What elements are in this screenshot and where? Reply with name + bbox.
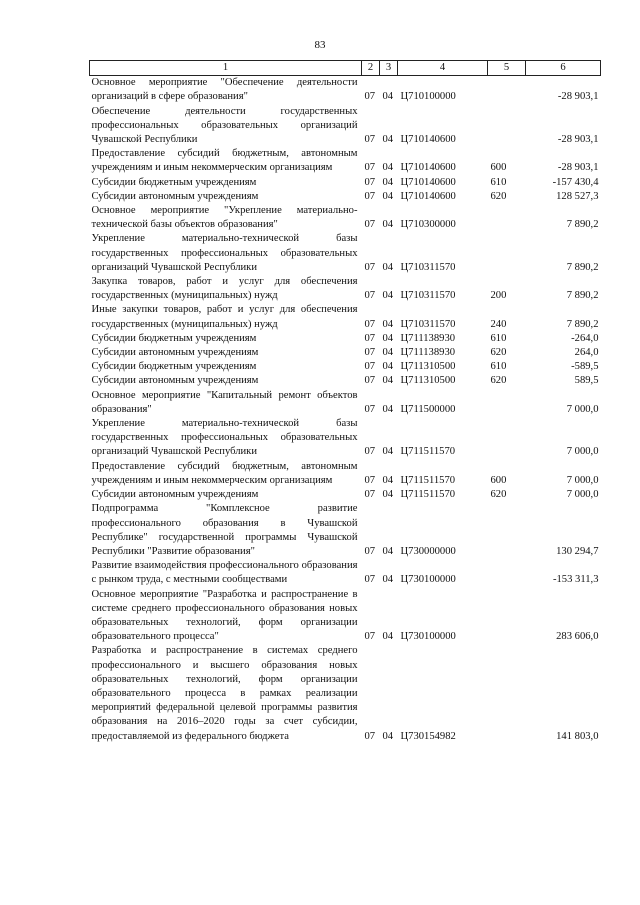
row-amount: 7 890,2 — [566, 219, 599, 231]
row-section: 07 — [364, 134, 376, 146]
row-target-article: Ц710140600 — [400, 162, 456, 174]
table-row — [90, 360, 601, 374]
row-target-article: Ц730154982 — [400, 730, 456, 742]
row-section: 07 — [364, 261, 376, 273]
table-row — [90, 488, 601, 502]
row-target-article: Ц710300000 — [400, 219, 456, 231]
row-section: 07 — [364, 219, 376, 231]
row-name: Основное мероприятие "Капитальный ремонт объектов образования" — [91, 389, 358, 415]
row-subsection: 04 — [382, 219, 394, 231]
row-target-article: Ц710311570 — [400, 290, 456, 302]
row-target-article: Ц711511570 — [400, 489, 456, 501]
row-section: 07 — [364, 91, 376, 103]
row-subsection: 04 — [382, 332, 394, 344]
row-subsection: 04 — [382, 347, 394, 359]
table-row — [90, 588, 601, 645]
row-section: 07 — [364, 489, 376, 501]
row-name: Субсидии автономным учреждениям — [91, 347, 259, 359]
row-amount: -157 430,4 — [552, 176, 599, 188]
row-name: Субсидии бюджетным учреждениям — [91, 176, 257, 188]
row-amount: -264,0 — [571, 332, 599, 344]
table-row — [90, 176, 601, 190]
row-target-article: Ц711310500 — [400, 361, 456, 373]
row-name: Подпрограмма "Комплексное развитие профессионального образования в Чувашской Республике" государственной программы Чувашской Республики "Развитие образования" — [91, 503, 358, 557]
row-target-article: Ц711138930 — [400, 347, 456, 359]
row-expense-type — [488, 502, 526, 559]
row-expense-type — [488, 644, 526, 743]
row-expense-type — [488, 76, 526, 105]
table-row — [90, 460, 601, 488]
row-amount: 589,5 — [574, 375, 599, 387]
table-row — [90, 559, 601, 587]
row-subsection: 04 — [382, 162, 394, 174]
row-section: 07 — [364, 361, 376, 373]
row-target-article: Ц710140600 — [400, 176, 456, 188]
row-subsection: 04 — [382, 446, 394, 458]
row-name: Укрепление материально-технической базы государственных профессиональных образовательных организаций Чувашской Республики — [91, 418, 358, 458]
row-expense-type — [488, 204, 526, 232]
row-section: 07 — [364, 446, 376, 458]
row-subsection: 04 — [382, 361, 394, 373]
row-amount: -28 903,1 — [557, 91, 599, 103]
row-expense-type: 620 — [490, 489, 507, 501]
row-amount: 7 890,2 — [566, 261, 599, 273]
row-expense-type: 610 — [490, 361, 507, 373]
table-row — [90, 204, 601, 232]
row-expense-type: 620 — [490, 347, 507, 359]
table-row — [90, 76, 601, 105]
row-subsection: 04 — [382, 190, 394, 202]
row-subsection: 04 — [382, 545, 394, 557]
row-expense-type: 620 — [490, 375, 507, 387]
row-subsection: 04 — [382, 318, 394, 330]
table-body — [90, 76, 601, 744]
row-name: Предоставление субсидий бюджетным, автономным учреждениям и иным некоммерческим организациям — [91, 460, 358, 486]
row-target-article: Ц711511570 — [400, 474, 456, 486]
row-subsection: 04 — [382, 134, 394, 146]
row-amount: 264,0 — [574, 347, 599, 359]
row-subsection: 04 — [382, 403, 394, 415]
table-row — [90, 105, 601, 148]
row-section: 07 — [364, 545, 376, 557]
column-header: 6 — [526, 61, 601, 76]
row-section: 07 — [364, 730, 376, 742]
row-name: Иные закупки товаров, работ и услуг для обеспечения государственных (муниципальных) нужд — [91, 304, 358, 330]
row-expense-type — [488, 588, 526, 645]
table-row — [90, 303, 601, 331]
row-section: 07 — [364, 162, 376, 174]
row-name: Основное мероприятие "Укрепление материально-технической базы объектов образования" — [91, 205, 358, 231]
row-target-article: Ц711138930 — [400, 332, 456, 344]
row-subsection: 04 — [382, 91, 394, 103]
row-amount: 128 527,3 — [556, 190, 599, 202]
row-section: 07 — [364, 332, 376, 344]
row-section: 07 — [364, 474, 376, 486]
row-subsection: 04 — [382, 375, 394, 387]
row-section: 07 — [364, 290, 376, 302]
table-row — [90, 275, 601, 303]
row-section: 07 — [364, 318, 376, 330]
row-target-article: Ц730100000 — [400, 631, 456, 643]
row-target-article: Ц710140600 — [400, 134, 456, 146]
row-target-article: Ц711500000 — [400, 403, 456, 415]
row-expense-type: 240 — [490, 318, 507, 330]
row-amount: 7 000,0 — [566, 403, 599, 415]
row-subsection: 04 — [382, 730, 394, 742]
row-subsection: 04 — [382, 574, 394, 586]
row-name: Разработка и распространение в системах среднего профессионального и высшего образования новых образовательных технологий, форм организации образовательного процесса в рамках реализации мероприятий федеральной целевой программы развития образования на 2016–2020 годы за счет субсидии, предоставляемой из федерального бюджета — [91, 645, 358, 742]
table-row — [90, 232, 601, 275]
row-amount: -28 903,1 — [557, 162, 599, 174]
table-row — [90, 389, 601, 417]
row-subsection: 04 — [382, 489, 394, 501]
row-amount: -153 311,3 — [552, 574, 599, 586]
column-header: 4 — [398, 61, 488, 76]
row-section: 07 — [364, 631, 376, 643]
row-section: 07 — [364, 190, 376, 202]
row-target-article: Ц710311570 — [400, 318, 456, 330]
row-expense-type — [488, 417, 526, 460]
row-expense-type: 600 — [490, 162, 507, 174]
row-target-article: Ц730100000 — [400, 574, 456, 586]
row-target-article: Ц710100000 — [400, 91, 456, 103]
row-name: Субсидии автономным учреждениям — [91, 190, 259, 202]
row-name: Обеспечение деятельности государственных профессиональных образовательных организаций Чувашской Республики — [91, 105, 358, 146]
row-amount: 7 000,0 — [566, 474, 599, 486]
row-amount: -589,5 — [571, 361, 599, 373]
row-target-article: Ц711310500 — [400, 375, 456, 387]
table-row — [90, 346, 601, 360]
row-section: 07 — [364, 375, 376, 387]
row-target-article: Ц730000000 — [400, 545, 456, 557]
row-amount: 7 890,2 — [566, 318, 599, 330]
row-amount: 141 803,0 — [556, 730, 599, 742]
row-expense-type: 200 — [490, 290, 507, 302]
row-subsection: 04 — [382, 261, 394, 273]
table-row — [90, 190, 601, 204]
row-section: 07 — [364, 574, 376, 586]
row-section: 07 — [364, 403, 376, 415]
column-header: 2 — [362, 61, 380, 76]
row-target-article: Ц710311570 — [400, 261, 456, 273]
row-subsection: 04 — [382, 474, 394, 486]
row-target-article: Ц711511570 — [400, 446, 456, 458]
table-row — [90, 374, 601, 388]
row-expense-type: 610 — [490, 332, 507, 344]
row-name: Субсидии автономным учреждениям — [91, 375, 259, 387]
row-subsection: 04 — [382, 631, 394, 643]
table-row — [90, 147, 601, 175]
row-name: Субсидии автономным учреждениям — [91, 489, 259, 501]
column-header: 1 — [90, 61, 362, 76]
row-name: Закупка товаров, работ и услуг для обеспечения государственных (муниципальных) нужд — [91, 276, 358, 302]
table-row — [90, 502, 601, 559]
row-amount: 7 000,0 — [566, 446, 599, 458]
row-expense-type — [488, 559, 526, 587]
row-amount: 7 890,2 — [566, 290, 599, 302]
row-expense-type — [488, 389, 526, 417]
row-expense-type — [488, 232, 526, 275]
table-header-row — [90, 61, 601, 76]
budget-table — [89, 60, 601, 744]
row-expense-type: 610 — [490, 176, 507, 188]
row-subsection: 04 — [382, 176, 394, 188]
row-target-article: Ц710140600 — [400, 190, 456, 202]
row-expense-type — [488, 105, 526, 148]
table-row — [90, 332, 601, 346]
column-header: 3 — [380, 61, 398, 76]
row-expense-type: 600 — [490, 474, 507, 486]
row-amount: -28 903,1 — [557, 134, 599, 146]
row-amount: 283 606,0 — [556, 631, 599, 643]
page-number: 83 — [314, 39, 326, 51]
table-row — [90, 644, 601, 743]
column-header: 5 — [488, 61, 526, 76]
row-section: 07 — [364, 347, 376, 359]
row-amount: 7 000,0 — [566, 489, 599, 501]
row-name: Основное мероприятие "Разработка и распространение в системе среднего профессионального образования новых образовательных технологий, форм организации образовательного процесса" — [91, 588, 358, 643]
table-row — [90, 417, 601, 460]
row-name: Субсидии бюджетным учреждениям — [91, 332, 257, 344]
row-subsection: 04 — [382, 290, 394, 302]
row-section: 07 — [364, 176, 376, 188]
row-amount: 130 294,7 — [556, 545, 599, 557]
row-name: Развитие взаимодействия профессионального образования с рынком труда, с местными сообществами — [91, 560, 358, 586]
row-name: Укрепление материально-технической базы государственных профессиональных образовательных организаций Чувашской Республики — [91, 233, 358, 273]
row-name: Основное мероприятие "Обеспечение деятельности организаций в сфере образования" — [91, 77, 358, 103]
row-name: Предоставление субсидий бюджетным, автономным учреждениям и иным некоммерческим организациям — [91, 148, 358, 174]
row-expense-type: 620 — [490, 190, 507, 202]
row-name: Субсидии бюджетным учреждениям — [91, 361, 257, 373]
